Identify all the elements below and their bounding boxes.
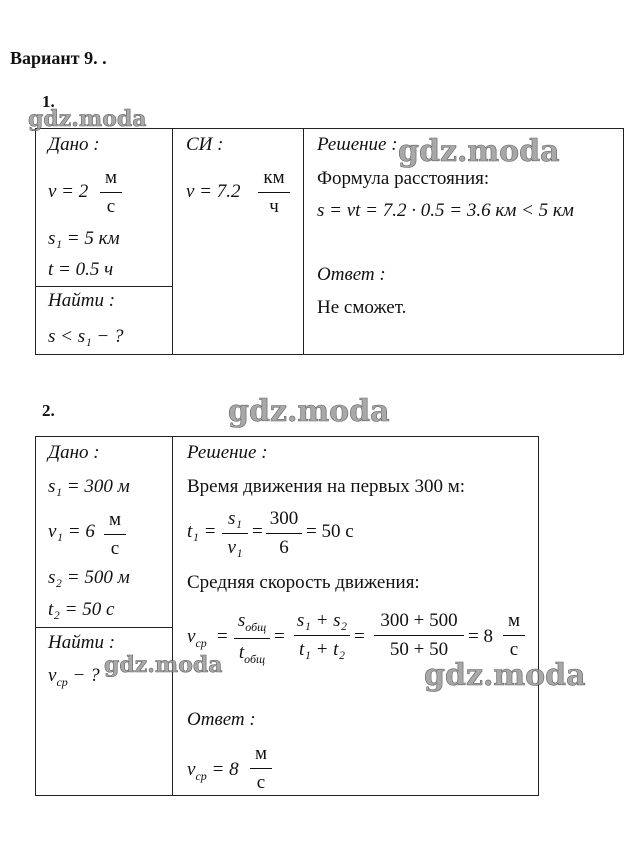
avg-fraction-3: 300 + 500 50 + 50 (374, 611, 464, 659)
watermark: gdz.moda (398, 134, 560, 169)
given-t2: t₂ = 50 с (48, 599, 115, 620)
given-header-2: Дано : (48, 442, 100, 463)
find-header-2: Найти : (48, 632, 116, 653)
solution-header-2: Решение : (187, 442, 268, 463)
find-value-2: $v_{ср}$ − ? (48, 665, 100, 689)
formula-label: Формула расстояния: (317, 168, 490, 189)
t1-fraction-2: 300 6 (266, 509, 302, 557)
watermark: gdz.moda (228, 394, 390, 429)
given-s1: s₁ = 300 м (48, 476, 130, 497)
given-v1: v₁ = 6 (48, 521, 95, 542)
given-velocity: v = 2 (48, 181, 89, 202)
si-velocity: v = 7.2 (186, 181, 241, 202)
given-distance: s₁ = 5 км (48, 228, 120, 249)
answer-header: Ответ : (317, 264, 386, 285)
given-s2: s₂ = 500 м (48, 567, 130, 588)
si-velocity-unit: км ч (258, 168, 290, 216)
find-header: Найти : (48, 290, 116, 311)
given-header: Дано : (48, 134, 100, 155)
avg-fraction-2: s₁ + s₂ t₁ + t₂ (294, 611, 350, 659)
answer-value-2: $v_{ср} = 8$ (187, 759, 239, 783)
answer-text: Не сможет. (317, 297, 407, 318)
answer-unit-2: м с (250, 744, 272, 792)
formula: s = vt = 7.2 · 0.5 = 3.6 км < 5 км (317, 200, 574, 221)
avg-result: = 8 (468, 626, 493, 647)
t1-result: = 50 с (306, 521, 354, 542)
solution-header: Решение : (317, 134, 398, 155)
avg-equals-3: = (354, 626, 365, 647)
avg-label: Средняя скорость движения: (187, 572, 420, 593)
problem-2-number: 2. (42, 401, 55, 420)
watermark: gdz.moda (104, 652, 223, 678)
answer-header-2: Ответ : (187, 709, 256, 730)
watermark: gdz.moda (28, 106, 147, 132)
avg-equals-2: = (274, 626, 285, 647)
t1-equals: = (252, 521, 263, 542)
vavg-equals: = (217, 626, 228, 647)
vavg-lhs: $v_{ср}$ (187, 626, 207, 650)
find-value: s < s₁ − ? (48, 326, 124, 347)
si-header: СИ : (186, 134, 224, 155)
avg-result-unit: м с (503, 611, 525, 659)
time-label: Время движения на первых 300 м: (187, 476, 466, 497)
velocity-unit: м с (100, 168, 122, 216)
page-title: Вариант 9. . (10, 48, 107, 68)
t1-lhs: t₁ = (187, 521, 217, 542)
t1-fraction-1: s₁ v₁ (222, 509, 248, 557)
avg-fraction-1: $s_{общ}$ $t_{общ}$ (234, 611, 270, 665)
problem-1-number: 1. (42, 92, 55, 111)
watermark: gdz.moda (424, 658, 586, 693)
given-time: t = 0.5 ч (48, 259, 114, 280)
v1-unit: м с (104, 510, 126, 558)
